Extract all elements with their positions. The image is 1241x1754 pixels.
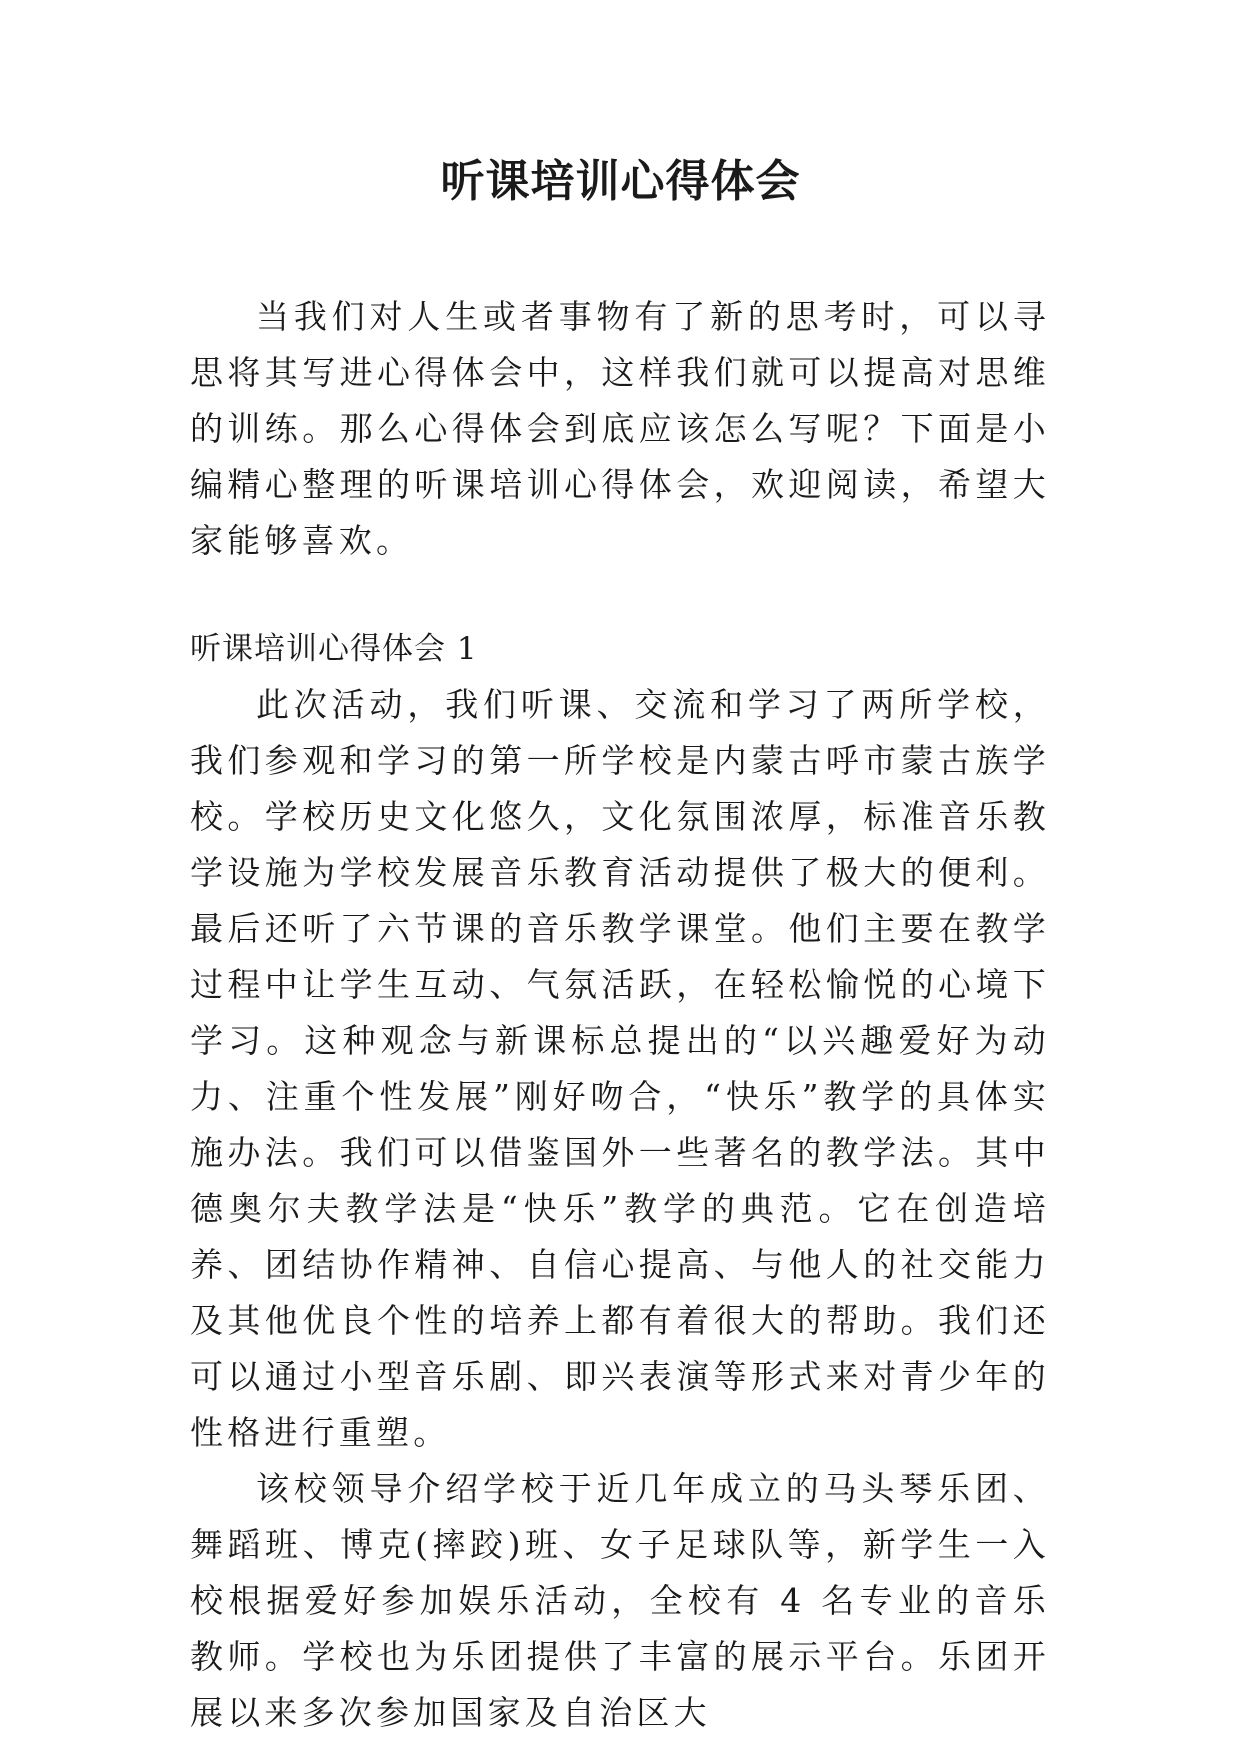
body-paragraph-2: 该校领导介绍学校于近几年成立的马头琴乐团、舞蹈班、博克(摔跤)班、女子足球队等，新学生一入校根据爱好参加娱乐活动，全校有 4 名专业的音乐教师。学校也为乐团提供了丰富的展示平台。乐团开展以来多次参加国家及自治区大: [190, 1469, 1050, 1732]
paragraph-spacer: [190, 569, 1050, 621]
intro-paragraph: 当我们对人生或者事物有了新的思考时，可以寻思将其写进心得体会中，这样我们就可以提高对思维的训练。那么心得体会到底应该怎么写呢？下面是小编精心整理的听课培训心得体会，欢迎阅读，希望大家能够喜欢。: [190, 297, 1050, 560]
document-body: [190, 289, 1050, 1741]
document-title: 听课培训心得体会: [440, 156, 801, 207]
body-paragraph-1: 此次活动，我们听课、交流和学习了两所学校，我们参观和学习的第一所学校是内蒙古呼市蒙古族学校。学校历史文化悠久，文化氛围浓厚，标准音乐教学设施为学校发展音乐教育活动提供了极大的便利。最后还听了六节课的音乐教学课堂。他们主要在教学过程中让学生互动、气氛活跃，在轻松愉悦的心境下学习。这种观念与新课标总提出的“以兴趣爱好为动力、注重个性发展”刚好吻合，“快乐”教学的具体实施办法。我们可以借鉴国外一些著名的教学法。其中德奥尔夫教学法是“快乐”教学的典范。它在创造培养、团结协作精神、自信心提高、与他人的社交能力及其他优良个性的培养上都有着很大的帮助。我们还可以通过小型音乐剧、即兴表演等形式来对青少年的性格进行重塑。: [190, 685, 1050, 1452]
section-heading: 听课培训心得体会 1: [190, 631, 478, 667]
